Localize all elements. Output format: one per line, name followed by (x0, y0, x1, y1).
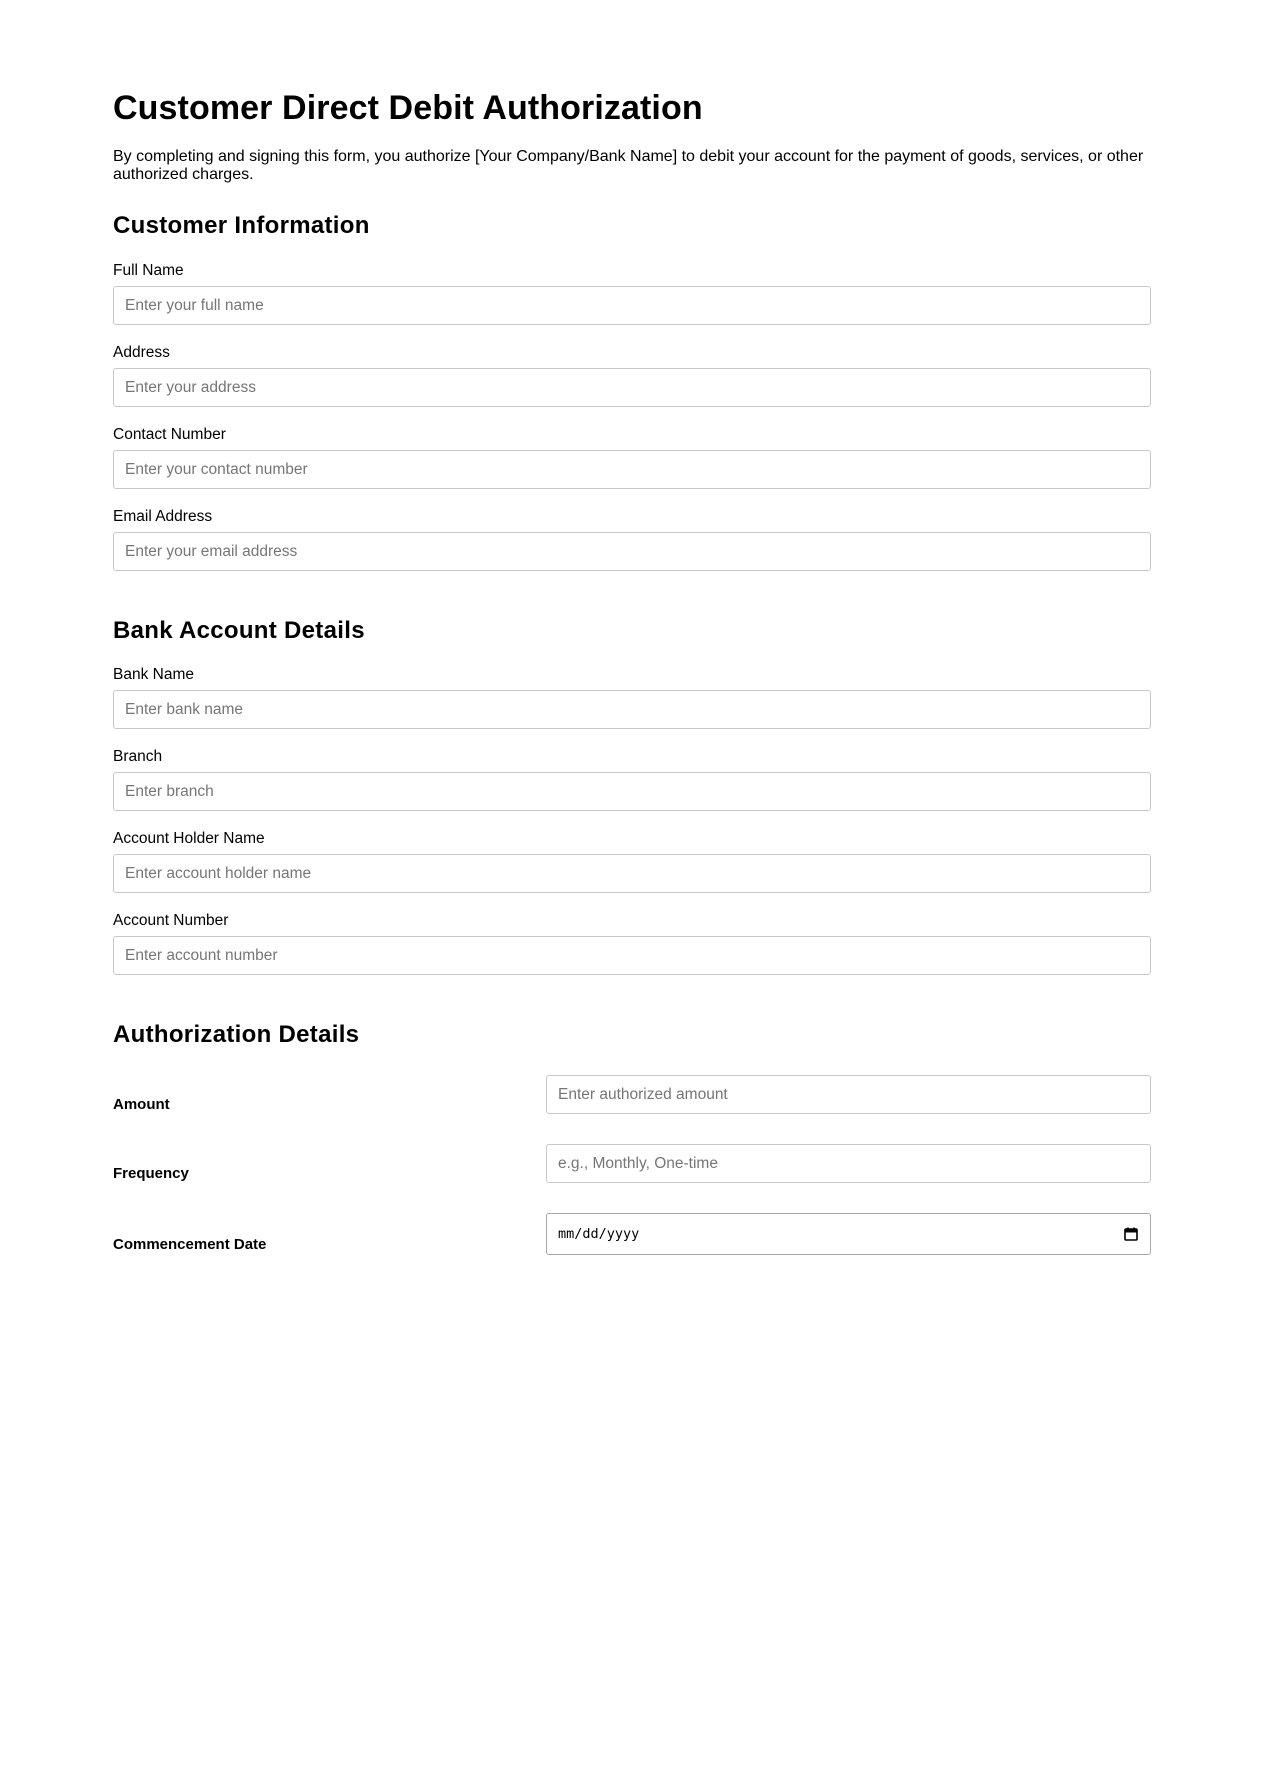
frequency-input[interactable] (546, 1144, 1151, 1183)
bank-account-details-heading: Bank Account Details (113, 617, 365, 644)
account-number-label: Account Number (113, 912, 229, 929)
commencement-date-input[interactable] (546, 1213, 1151, 1255)
contact-number-input[interactable] (113, 450, 1151, 489)
contact-number-label: Contact Number (113, 426, 226, 443)
account-holder-name-label: Account Holder Name (113, 830, 265, 847)
branch-label: Branch (113, 748, 163, 765)
customer-information-heading: Customer Information (113, 212, 370, 239)
full-name-input[interactable] (113, 286, 1151, 325)
address-input[interactable] (113, 368, 1151, 407)
account-number-input[interactable] (113, 936, 1151, 975)
account-holder-name-input[interactable] (113, 854, 1151, 893)
date-format-text: mm/dd/yyyy (558, 1226, 640, 1242)
commencement-date-label: Commencement Date (113, 1236, 267, 1253)
amount-label: Amount (113, 1096, 170, 1113)
bank-name-label: Bank Name (113, 666, 194, 683)
page-title: Customer Direct Debit Authorization (113, 89, 703, 127)
intro-text: By completing and signing this form, you authorize [Your Company/Bank Name] to debit your account for the payment of goods, services, or other authorized charges. (113, 148, 1144, 183)
branch-input[interactable] (113, 772, 1151, 811)
address-label: Address (113, 344, 170, 361)
full-name-label: Full Name (113, 262, 184, 279)
calendar-icon[interactable] (1123, 1226, 1139, 1242)
email-address-label: Email Address (113, 508, 213, 525)
amount-input[interactable] (546, 1075, 1151, 1114)
bank-name-input[interactable] (113, 690, 1151, 729)
frequency-label: Frequency (113, 1165, 189, 1182)
authorization-details-heading: Authorization Details (113, 1021, 360, 1048)
email-address-input[interactable] (113, 532, 1151, 571)
